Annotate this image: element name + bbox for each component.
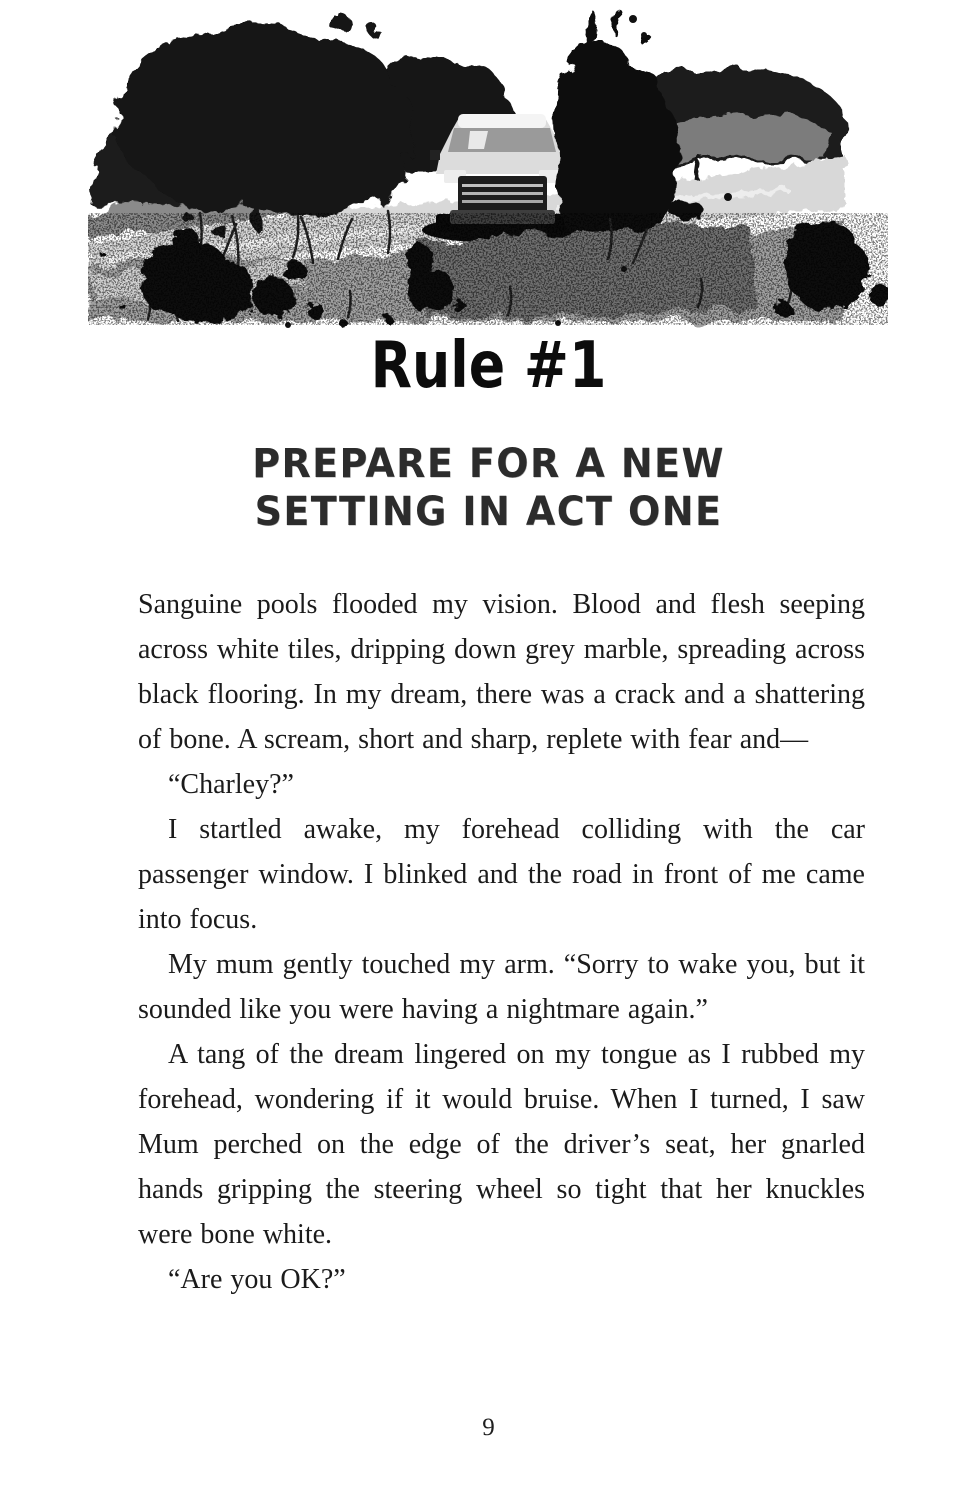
paragraph: “Are you OK?” xyxy=(168,1264,346,1295)
chapter-subtitle-line1: PREPARE FOR A NEW xyxy=(252,441,725,487)
chapter-illustration xyxy=(88,6,888,330)
paragraph: “Charley?” xyxy=(168,769,294,800)
page-number: 9 xyxy=(482,1414,495,1441)
paragraph: A tang of the dream lingered on my tongue as I rubbed my forehead, wondering if it would bruise. When I turned, I saw Mum perched on the edge of the driver’s seat, her gnarled hands gripping the steering wheel so tight that her knuckles were bone white. xyxy=(138,1039,865,1250)
grass-grain-texture xyxy=(88,213,888,325)
chapter-subtitle xyxy=(24,440,952,536)
body-text xyxy=(138,582,865,1302)
car-road-ink-splatter-art xyxy=(88,6,888,330)
paragraph: Sanguine pools flooded my vision. Blood and flesh seeping across white tiles, dripping down grey marble, spreading across black flooring. In my dream, there was a crack and a shattering of bone. A scream, short and sharp, replete with fear and— xyxy=(138,589,865,755)
chapter-subtitle-line2: SETTING IN ACT ONE xyxy=(254,489,723,535)
chapter-title: Rule #1 xyxy=(370,329,607,403)
paragraph: I startled awake, my forehead colliding with the car passenger window. I blinked and the road in front of me came into focus. xyxy=(138,814,865,935)
paragraph: My mum gently touched my arm. “Sorry to wake you, but it sounded like you were having a nightmare again.” xyxy=(138,949,865,1025)
